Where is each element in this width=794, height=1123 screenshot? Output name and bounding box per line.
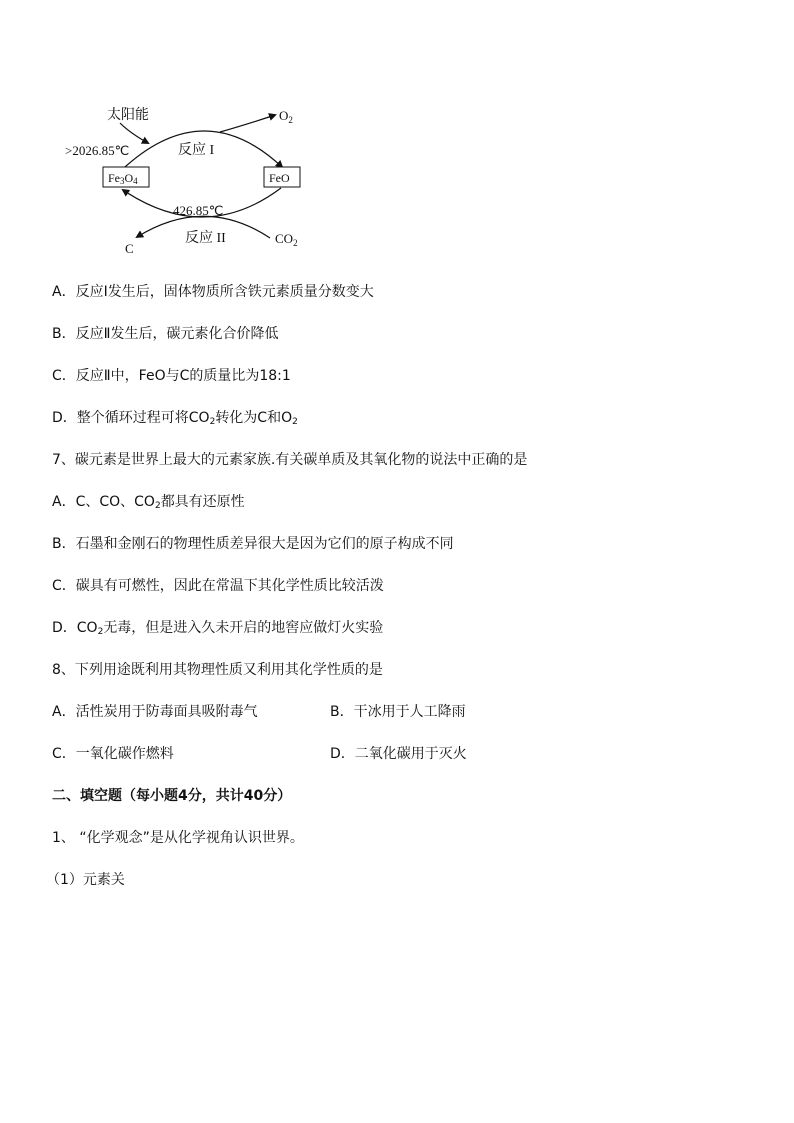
section2-title: 二、填空题（每小题4分，共计40分） — [52, 788, 292, 804]
co2-label: $CO_2$ — [275, 231, 298, 248]
low-temperature-label: 426.85℃ — [173, 203, 224, 218]
q7-option-c: C．碳具有可燃性，因此在常温下其化学性质比较活泼 — [52, 578, 384, 594]
q8-option-c: C．一氧化碳作燃料 — [52, 746, 174, 762]
section2-q1-stem: 1、 “化学观念”是从化学视角认识世界。 — [52, 830, 304, 846]
o2-release-arrow — [220, 115, 275, 132]
q8-option-b: B．干冰用于人工降雨 — [330, 704, 466, 720]
solar-energy-arrow — [120, 123, 148, 143]
q7-option-b: B．石墨和金刚石的物理性质差异很大是因为它们的原子构成不同 — [52, 536, 454, 552]
iron-oxide-cycle-diagram — [55, 95, 325, 260]
solar-energy-label: 太阳能 — [107, 108, 149, 123]
q8-stem: 8、下列用途既利用其物理性质又利用其化学性质的是 — [52, 662, 383, 678]
high-temperature-label: >2026.85℃ — [65, 143, 130, 158]
o2-label: $O_2$ — [279, 108, 293, 125]
q6-option-a: A．反应Ⅰ发生后，固体物质所含铁元素质量分数变大 — [52, 284, 374, 300]
q6-option-b: B．反应Ⅱ发生后，碳元素化合价降低 — [52, 326, 279, 342]
q8-option-d: D．二氧化碳用于灭火 — [330, 746, 467, 762]
reaction1-label: 反应 I — [178, 143, 215, 158]
c-label: C — [125, 241, 134, 256]
reaction2-label: 反应 II — [185, 231, 226, 246]
fe3o4-label: Fe3O4 — [108, 171, 138, 186]
section2-q1-subquestion-1: （1）元素关 — [46, 872, 125, 888]
q6-option-c: C．反应Ⅱ中，FeO与C的质量比为18:1 — [52, 368, 291, 384]
q7-option-a: A．C、CO、$CO_2$都具有还原性 — [52, 494, 245, 511]
q6-option-d: D．整个循环过程可将$CO_2$转化为C和$O_2$ — [52, 410, 298, 427]
q7-stem: 7、碳元素是世界上最大的元素家族.有关碳单质及其氧化物的说法中正确的是 — [52, 452, 528, 468]
q7-option-d: D．$CO_2$无毒，但是进入久未开启的地窖应做灯火实验 — [52, 620, 384, 637]
q8-option-a: A．活性炭用于防毒面具吸附毒气 — [52, 704, 258, 720]
feo-label: FeO — [269, 171, 290, 185]
